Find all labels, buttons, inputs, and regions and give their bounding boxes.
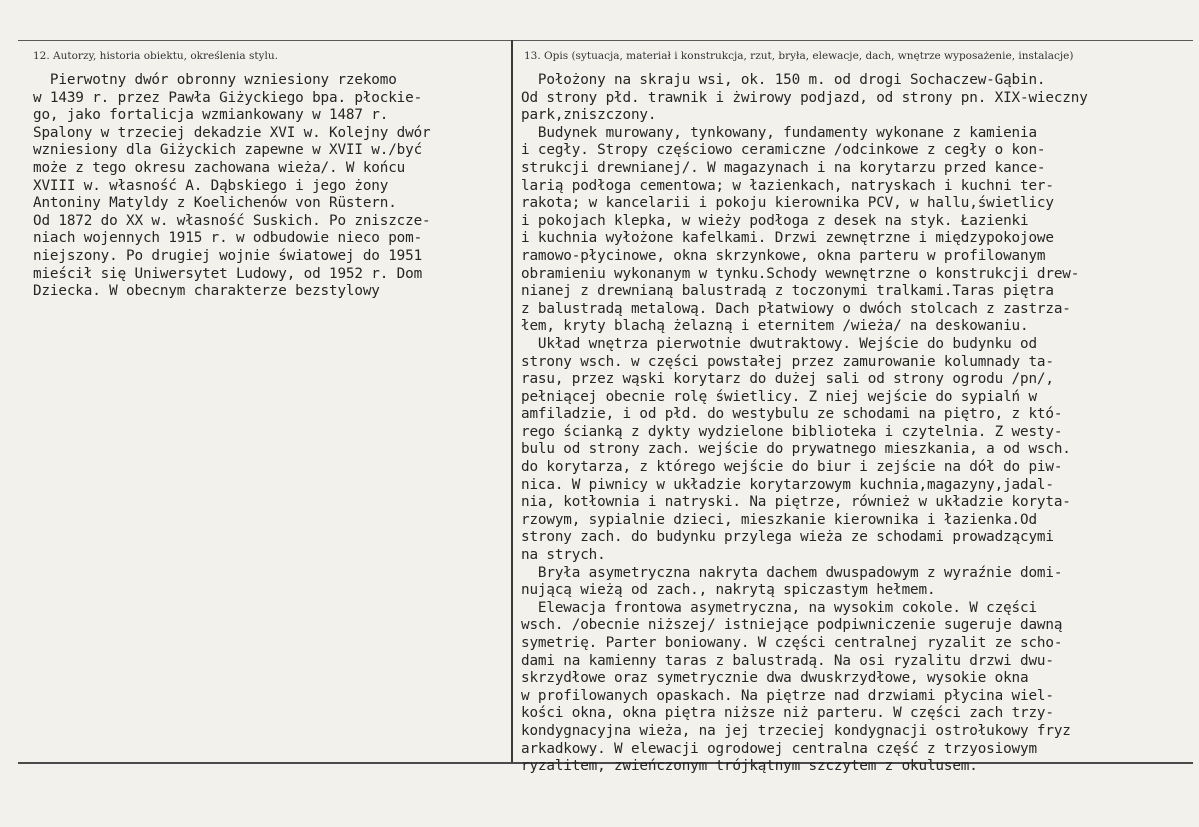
- text-line: skrzydłowe oraz symetrycznie dwa dwuskrzydłowe, wysokie okna: [521, 670, 1029, 687]
- text-line: Dziecka. W obecnym charakterze bezstylowy: [33, 283, 380, 300]
- text-line: dami na kamienny taras z balustradą. Na osi ryzalitu drzwi dwu-: [521, 652, 1054, 669]
- text-line: kondygnacyjna wieża, na jej trzeciej kondygnacji ostrołukowy fryz: [521, 722, 1071, 739]
- text-line: symetrię. Parter boniowany. W części centralnej ryzalit ze scho-: [521, 635, 1063, 651]
- text-line: Od strony płd. trawnik i żwirowy podjazd, od strony pn. XIX-wieczny: [521, 89, 1088, 106]
- text-line: i pokojach klepka, w wieży podłoga z desek na styk. Łazienki: [521, 212, 1029, 229]
- text-line: wzniesiony dla Giżyckich zapewne w XVII w./być: [33, 142, 423, 159]
- text-line: Położony na skraju wsi, ok. 150 m. od drogi Sochaczew-Gąbin.: [521, 72, 1046, 88]
- history-text: [33, 72, 507, 301]
- text-line: do korytarza, z którego wejście do biur i zejście na dół do piw-: [521, 459, 1063, 476]
- text-line: w 1439 r. przez Pawła Giżyckiego bpa. płockie-: [33, 89, 423, 106]
- text-line: go, jako fortalicja wzmiankowany w 1487 r.: [33, 107, 389, 124]
- text-line: w profilowanych opaskach. Na piętrze nad drzwiami płycina wiel-: [521, 687, 1054, 704]
- section-12-heading: 12. Autorzy, historia obiektu, określenia stylu.: [33, 50, 278, 62]
- text-line: Od 1872 do XX w. własność Suskich. Po zniszcze-: [33, 212, 431, 229]
- top-rule: [18, 40, 1193, 41]
- text-line: strony zach. do budynku przylega wieża ze schodami prowadzącymi: [521, 529, 1054, 546]
- text-line: łem, kryty blachą żelazną i eternitem /wieża/ na deskowaniu.: [521, 318, 1029, 335]
- text-line: może z tego okresu zachowana wieża/. W końcu: [33, 159, 406, 176]
- text-line: i cegły. Stropy częściowo ceramiczne /odcinkowe z cegły o kon-: [521, 142, 1046, 159]
- text-line: Pierwotny dwór obronny wzniesiony rzekomo: [33, 72, 397, 88]
- text-line: Elewacja frontowa asymetryczna, na wysokim cokole. W części: [521, 599, 1037, 616]
- text-line: Budynek murowany, tynkowany, fundamenty wykonane z kamienia: [521, 124, 1037, 141]
- text-line: wsch. /obecnie niższej/ istniejące podpiwniczenie sugeruje dawną: [521, 617, 1063, 634]
- text-line: nianej z drewnianą balustradą z toczonymi tralkami.Taras piętra: [521, 283, 1054, 300]
- text-line: nującą wieżą od zach., nakrytą spiczastym hełmem.: [521, 582, 936, 599]
- text-line: ramowo-płycinowe, okna skrzynkowe, okna parteru w profilowanym: [521, 247, 1046, 264]
- text-line: park,zniszczony.: [521, 107, 657, 124]
- column-divider: [511, 40, 513, 762]
- text-line: Bryła asymetryczna nakryta dachem dwuspadowym z wyraźnie domi-: [521, 564, 1063, 581]
- text-line: XVIII w. własność A. Dąbskiego i jego żony: [33, 177, 389, 194]
- text-line: na strych.: [521, 547, 606, 564]
- text-line: pełniącej obecnie rolę świetlicy. Z niej wejście do sypialń w: [521, 388, 1037, 405]
- text-line: larią podłoga cementowa; w łazienkach, natryskach i kuchni ter-: [521, 177, 1054, 194]
- text-line: niejszony. Po drugiej wojnie światowej do 1951: [33, 247, 423, 264]
- text-line: mieścił się Uniwersytet Ludowy, od 1952 r. Dom: [33, 265, 423, 282]
- text-line: ryzalitem, zwieńczonym trójkątnym szczytem z okulusem.: [521, 758, 978, 775]
- description-text: [521, 72, 1193, 776]
- text-line: strony wsch. w części powstałej przez zamurowanie kolumnady ta-: [521, 353, 1054, 370]
- text-line: niach wojennych 1915 r. w odbudowie nieco pom-: [33, 230, 423, 247]
- text-line: Antoniny Matyldy z Koelichenów von Rüstern.: [33, 195, 397, 212]
- text-line: bulu od strony zach. wejście do prywatnego mieszkania, a od wsch.: [521, 441, 1071, 458]
- text-line: rakota; w kancelarii i pokoju kierownika PCV, w hallu,świetlicy: [521, 195, 1054, 212]
- text-line: i kuchnia wyłożone kafelkami. Drzwi zewnętrzne i międzypokojowe: [521, 230, 1054, 247]
- text-line: rasu, przez wąski korytarz do dużej sali od strony ogrodu /pn/,: [521, 371, 1054, 388]
- text-line: Spalony w trzeciej dekadzie XVI w. Kolejny dwór: [33, 124, 431, 141]
- text-line: obramieniu wykonanym w tynku.Schody wewnętrzne o konstrukcji drew-: [521, 265, 1080, 282]
- text-line: nica. W piwnicy w układzie korytarzowym kuchnia,magazyny,jadal-: [521, 476, 1054, 493]
- text-line: z balustradą metalową. Dach płatwiowy o dwóch stolcach z zastrza-: [521, 300, 1071, 317]
- section-13-heading: 13. Opis (sytuacja, materiał i konstrukcja, rzut, bryła, elewacje, dach, wnętrze wyposażenie, instalacje): [524, 50, 1074, 62]
- text-line: kości okna, okna piętra niższe niż parteru. W części zach trzy-: [521, 705, 1054, 722]
- text-line: Układ wnętrza pierwotnie dwutraktowy. Wejście do budynku od: [521, 335, 1037, 352]
- text-line: rego ścianką z dykty wydzielone biblioteka i czytelnia. Z westy-: [521, 423, 1063, 440]
- text-line: arkadkowy. W elewacji ogrodowej centralna część z trzyosiowym: [521, 740, 1037, 757]
- text-line: strukcji drewnianej/. W magazynach i na korytarzu przed kance-: [521, 159, 1046, 176]
- text-line: rzowym, sypialnie dzieci, mieszkanie kierownika i łazienka.Od: [521, 511, 1037, 528]
- text-line: amfiladzie, i od płd. do westybulu ze schodami na piętro, z któ-: [521, 406, 1063, 423]
- text-line: nia, kotłownia i natryski. Na piętrze, również w układzie koryta-: [521, 494, 1071, 511]
